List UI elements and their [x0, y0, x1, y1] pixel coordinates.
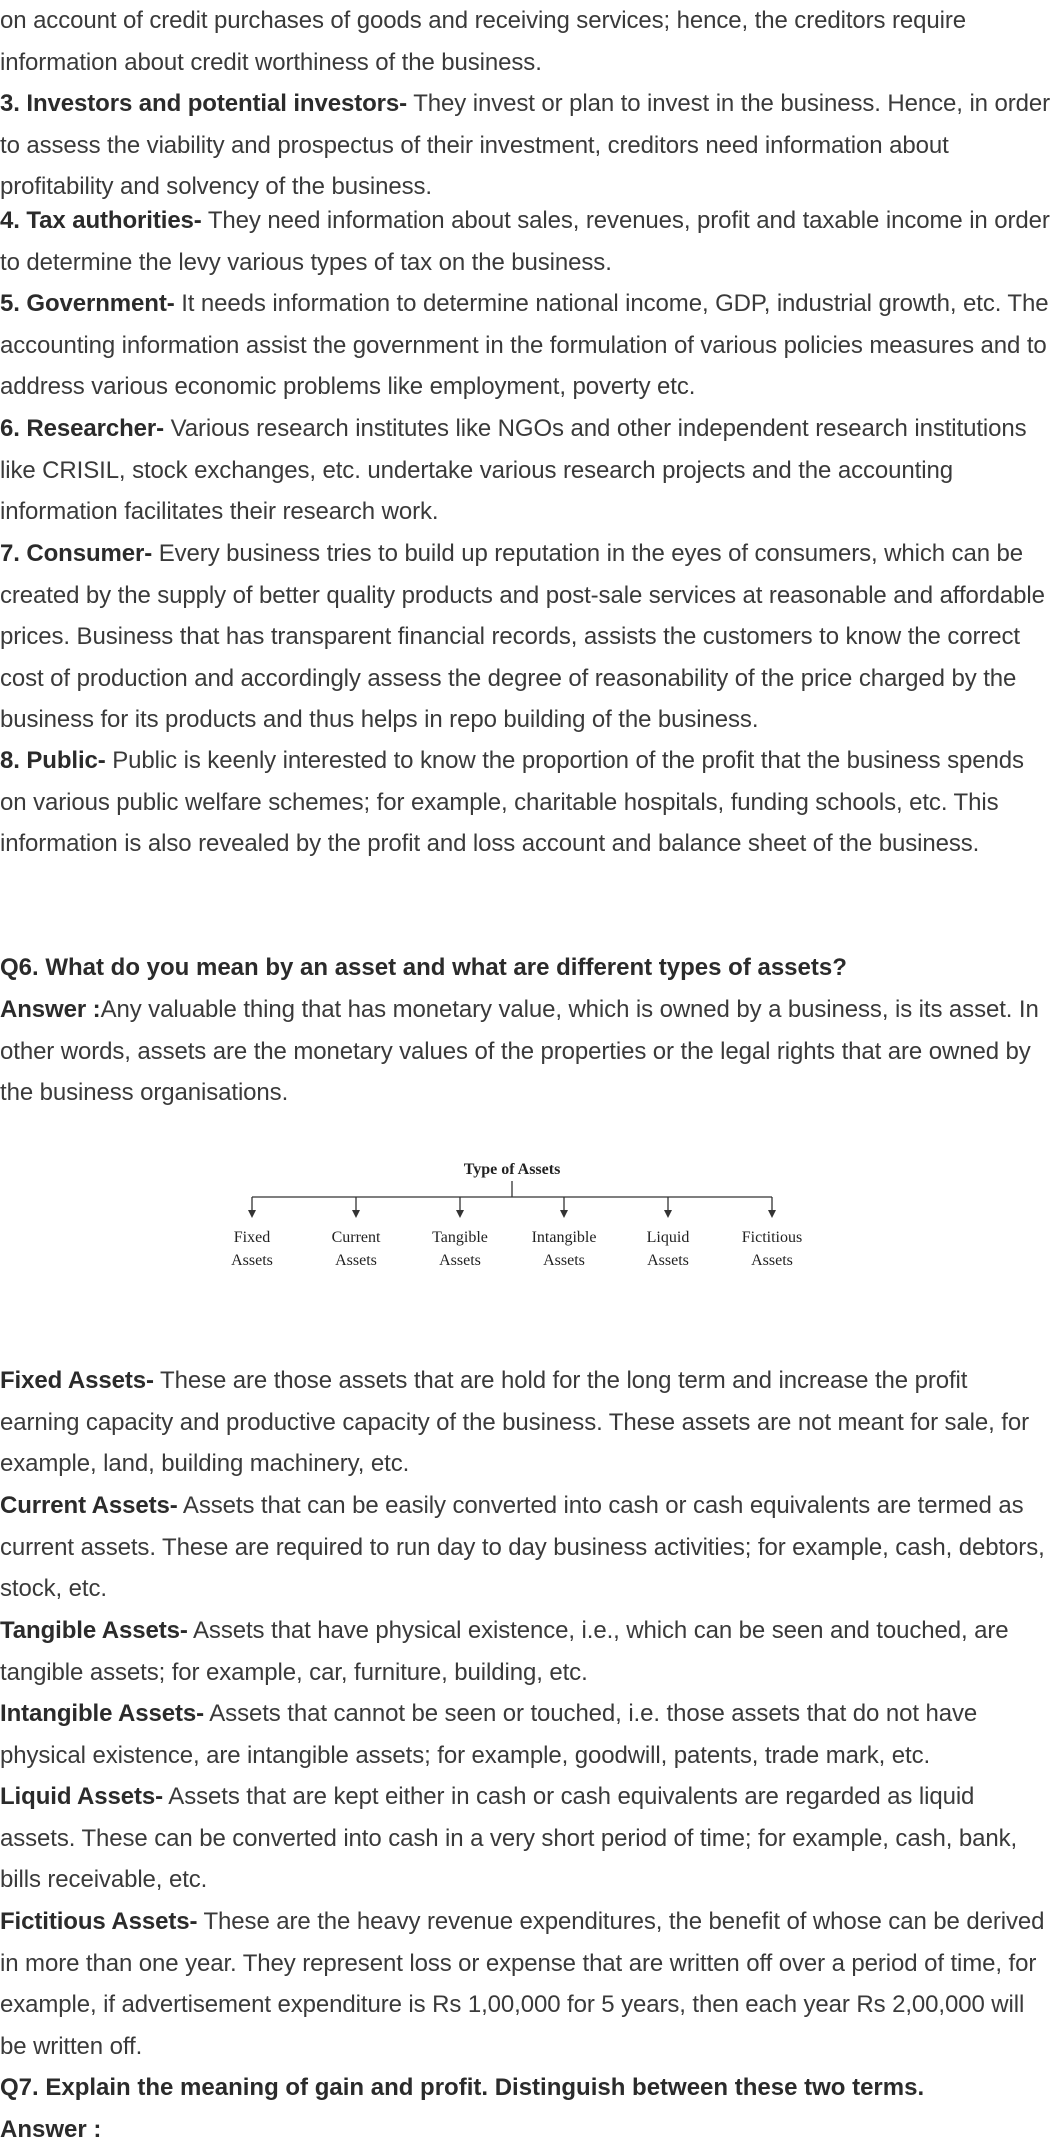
intro-paragraph: on account of credit purchases of goods and receiving services; hence, the creditors require information about credit worthiness of the business. [0, 7, 967, 76]
diagram-nodes [231, 1197, 802, 1269]
user-term: 3. Investors and potential investors- [0, 90, 408, 117]
asset-item-fixed [0, 1360, 1052, 1485]
asset-text: Assets that have physical existence, i.e., which can be seen and touched, are tangible assets; for example, car, furniture, building, etc. [0, 1617, 1009, 1686]
arrow-down-icon [560, 1210, 568, 1218]
arrow-down-icon [768, 1210, 776, 1218]
diagram-node-label: Fixed [233, 1229, 271, 1246]
diagram-node-sublabel: Assets [647, 1252, 689, 1269]
diagram-node-label: Liquid [646, 1229, 690, 1246]
user-item-investors [0, 83, 1052, 208]
answer-text: Any valuable thing that has monetary value, which is owned by a business, is its asset. In other words, assets are the monetary values of the properties or the legal rights that are owned by the business organisations. [0, 996, 1039, 1107]
asset-item-tangible [0, 1610, 1052, 1693]
question-6-answer [0, 989, 1052, 1114]
asset-text: These are the heavy revenue expenditures, the benefit of whose can be derived in more than one year. They represent loss or expense that are written off over a period of time, for example, if advertisement expenditure is Rs 1,00,000 for 5 years, then each year Rs 2,00,000 will be written off. [0, 1908, 1045, 2060]
user-term: 8. Public- [0, 747, 106, 774]
diagram-node-label: Intangible [531, 1229, 597, 1246]
arrow-down-icon [456, 1210, 464, 1218]
asset-item-fictitious [0, 1901, 1052, 2067]
user-text: They need information about sales, revenues, profit and taxable income in order to determine the levy various types of tax on the business. [0, 207, 1050, 276]
asset-text: Assets that cannot be seen or touched, i.e. those assets that do not have physical existence, are intangible assets; for example, goodwill, patents, trade mark, etc. [0, 1700, 978, 1769]
diagram-node-sublabel: Assets [543, 1252, 585, 1269]
arrow-down-icon [248, 1210, 256, 1218]
user-text: It needs information to determine national income, GDP, industrial growth, etc. The accounting information assist the government in the formulation of various policies measures and to address various economic problems like employment, poverty etc. [0, 290, 1049, 401]
diagram-title: Type of Assets [463, 1161, 561, 1178]
asset-item-current [0, 1485, 1052, 1610]
asset-text: Assets that are kept either in cash or cash equivalents are regarded as liquid assets. These can be converted into cash in a very short period of time; for example, cash, bank, bills receivable, etc. [0, 1783, 1018, 1894]
asset-term: Fixed Assets- [0, 1367, 154, 1394]
question-7-heading: Q7. Explain the meaning of gain and profit. Distinguish between these two terms. [0, 2074, 925, 2101]
arrow-down-icon [664, 1210, 672, 1218]
diagram-node-sublabel: Assets [335, 1252, 377, 1269]
asset-term: Fictitious Assets- [0, 1908, 198, 1935]
asset-term: Liquid Assets- [0, 1783, 164, 1810]
user-term: 7. Consumer- [0, 540, 153, 567]
answer-label: Answer : [0, 996, 101, 1023]
asset-term: Current Assets- [0, 1492, 178, 1519]
user-text: Every business tries to build up reputation in the eyes of consumers, which can be created by the supply of better quality products and post-sale services at reasonable and affordable prices. Business that has transparent financial records, assists the customers to know the correct cost of production and accordingly assess the degree of reasonability of the price charged by the business for its products and thus helps in repo building of the business. [0, 540, 1045, 734]
asset-item-intangible [0, 1693, 1052, 1776]
asset-text: Assets that can be easily converted into cash or cash equivalents are termed as current assets. These are required to run day to day business activities; for example, cash, debtors, stock, etc. [0, 1492, 1045, 1603]
user-term: 4. Tax authorities- [0, 207, 202, 234]
diagram-node-label: Fictitious [741, 1229, 803, 1246]
diagram-node-sublabel: Assets [751, 1252, 793, 1269]
user-item-researcher [0, 408, 1052, 533]
user-term: 6. Researcher- [0, 415, 165, 442]
asset-term: Tangible Assets- [0, 1617, 188, 1644]
user-text: Public is keenly interested to know the proportion of the profit that the business spends on various public welfare schemes; for example, charitable hospitals, funding schools, etc. This information is also revealed by the profit and loss account and balance sheet of the business. [0, 747, 1024, 858]
user-text: They invest or plan to invest in the business. Hence, in order to assess the viability and prospectus of their investment, creditors need information about profitability and solvency of the business. [0, 90, 1051, 201]
diagram-node-label: Tangible [432, 1229, 488, 1246]
user-item-consumer [0, 533, 1052, 741]
type-of-assets-diagram [0, 1150, 1052, 1290]
user-text: Various research institutes like NGOs and other independent research institutions like CRISIL, stock exchanges, etc. undertake various research projects and the accounting information facilitates their research work. [0, 415, 1027, 526]
user-term: 5. Government- [0, 290, 175, 317]
asset-item-liquid [0, 1776, 1052, 1901]
user-item-public [0, 740, 1052, 865]
diagram-node-sublabel: Assets [439, 1252, 481, 1269]
asset-term: Intangible Assets- [0, 1700, 205, 1727]
asset-text: These are those assets that are hold for the long term and increase the profit earning capacity and productive capacity of the business. These assets are not meant for sale, for example, land, building machinery, etc. [0, 1367, 1030, 1478]
user-item-government [0, 283, 1052, 408]
diagram-node-sublabel: Assets [231, 1252, 273, 1269]
arrow-down-icon [352, 1210, 360, 1218]
user-item-tax-authorities [0, 200, 1052, 283]
question-7-answer-label: Answer : [0, 2116, 102, 2143]
question-6-heading: Q6. What do you mean by an asset and what are different types of assets? [0, 954, 847, 981]
diagram-node-label: Current [331, 1229, 381, 1246]
